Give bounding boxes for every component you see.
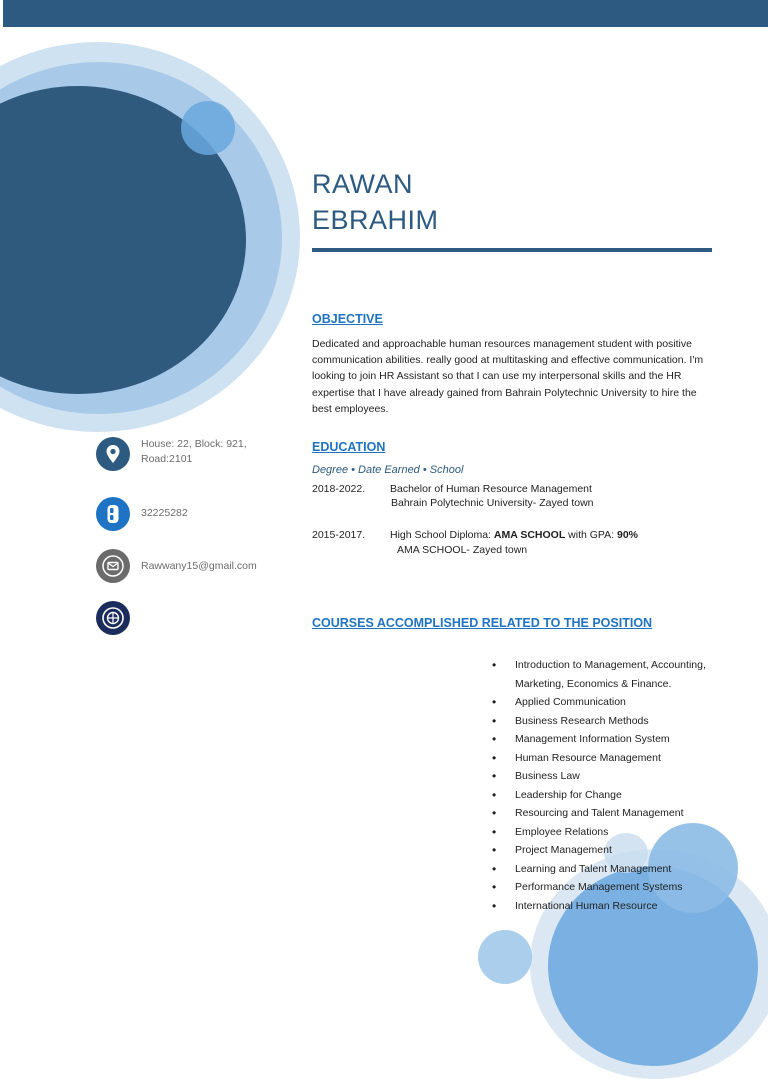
education-gpa: 90% — [617, 529, 639, 541]
list-item: • Leadership for Change — [492, 786, 707, 805]
web-icon — [96, 601, 130, 635]
education-gpa-label: with GPA: — [565, 529, 617, 541]
objective-heading: OBJECTIVE — [312, 312, 383, 326]
education-school: Bahrain Polytechnic University- Zayed town — [391, 497, 594, 509]
contact-email — [96, 549, 286, 589]
education-degree: High School Diploma: — [390, 529, 494, 541]
education-school: AMA SCHOOL- Zayed town — [397, 544, 528, 556]
list-item: • Human Resource Management — [492, 749, 707, 768]
name-divider — [312, 248, 712, 252]
education-school-bold: AMA SCHOOL — [493, 529, 566, 541]
phone-text: 32225282 — [141, 507, 188, 519]
list-item: • Management Information System — [492, 730, 707, 749]
top-header-bar — [3, 0, 768, 27]
decorative-bubble — [181, 101, 235, 155]
last-name: EBRAHIM — [312, 205, 439, 235]
education-format-line: Degree • Date Earned • School — [312, 464, 464, 476]
list-item: • Introduction to Management, Accounting, Marketing, Economics & Finance. — [492, 656, 707, 693]
mail-icon — [96, 549, 130, 583]
list-item: • Performance Management Systems — [492, 878, 707, 897]
email-link[interactable]: Rawwany15@gmail.com — [141, 560, 257, 572]
phone-icon — [96, 497, 130, 531]
first-name: RAWAN — [312, 169, 413, 199]
list-item: • Business Research Methods — [492, 712, 707, 731]
courses-list — [492, 656, 707, 915]
list-item: • International Human Resource — [492, 897, 707, 916]
candidate-name — [312, 166, 439, 238]
list-item: • Employee Relations — [492, 823, 707, 842]
address-text: House: 22, Block: 921, Road:2101 — [141, 438, 247, 465]
list-item: • Applied Communication — [492, 693, 707, 712]
education-degree: Bachelor of Human Resource Management — [390, 483, 592, 495]
education-entry — [312, 527, 638, 543]
contact-web — [96, 601, 286, 641]
objective-text: Dedicated and approachable human resources management student with positive communication abilities. really good at multitasking and effective communication. I'm looking to join HR Assistant so that I can use my interpersonal skills and the HR expertise that I have already gained from Bahrain Polytechnic University to hire the best employees. — [312, 338, 704, 415]
education-heading: EDUCATION — [312, 440, 386, 454]
list-item: • Project Management — [492, 841, 707, 860]
education-years: 2018-2022. — [312, 483, 366, 495]
contact-phone — [96, 497, 286, 537]
list-item: • Resourcing and Talent Management — [492, 804, 707, 823]
courses-heading: COURSES ACCOMPLISHED RELATED TO THE POSITION — [312, 616, 653, 630]
location-pin-icon — [96, 437, 130, 471]
contact-address — [96, 437, 286, 477]
list-item: • Business Law — [492, 767, 707, 786]
education-entry — [312, 481, 592, 497]
education-years: 2015-2017. — [312, 529, 366, 541]
list-item: • Learning and Talent Management — [492, 860, 707, 879]
decorative-bubble-small — [478, 930, 532, 984]
